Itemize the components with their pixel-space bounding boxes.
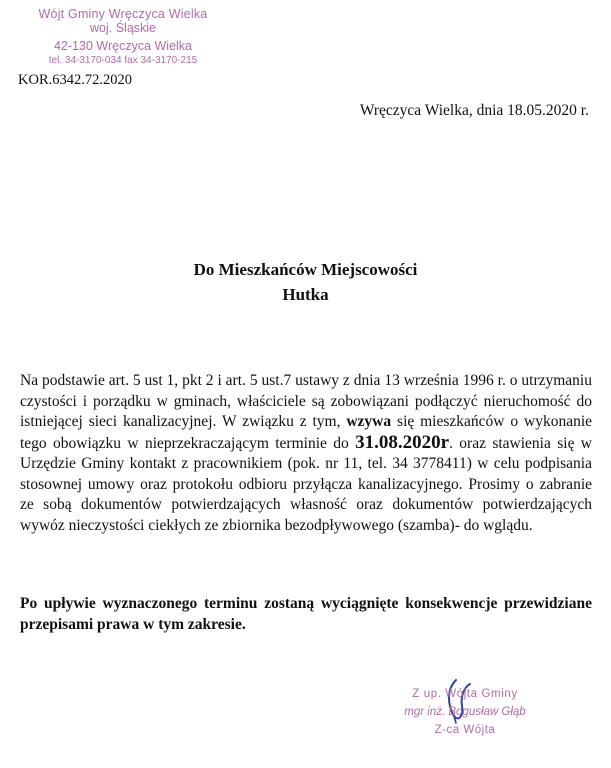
addressee-line-1: Do Mieszkańców Miejscowości: [193, 260, 418, 279]
stamp-voivodeship: woj. Śląskie: [90, 20, 156, 35]
letter-body: [20, 371, 592, 536]
signature-authority: Z up. Wójta Gminy: [412, 688, 518, 700]
signatory-title: Z-ca Wójta: [434, 723, 496, 736]
body-part-3: . oraz stawienia się w Urzędzie Gminy kontakt z pracownikiem (pok. nr 11, tel. 34 3778411) w celu podpisania stosownej umowy oraz protokołu odbioru przyłącza kanalizacyjnego. Prosimy o zabranie ze sobą dokumentów potwierdzających własność oraz dokumentów potwierdzających wywóz nieczystości ciekłych ze zbiornika bezodpływowego (szamba)- do wglądu.: [20, 434, 592, 534]
body-part-1: Na podstawie art. 5 ust 1, pkt 2 i art. 5 ust.7 ustawy z dnia 13 września 1996 r. o utrzymaniu czystości i porządku w gminach, właściciele są zobowiązani podłączyć nieruchomość do istniejącej sieci kanalizacyjnej. W związku z tym,: [20, 372, 592, 430]
signature-stamp: [385, 686, 545, 739]
body-keyword: wzywa: [346, 413, 392, 430]
addressee-line-2: Hutka: [282, 284, 329, 304]
addressee: [0, 258, 611, 307]
deadline-date: 31.08.2020r: [355, 431, 450, 453]
signatory-name: mgr inż. Bogusław Głąb: [404, 705, 526, 718]
stamp-address: 42-130 Wręczyca Wielka: [53, 38, 192, 53]
stamp-office-name: Wójt Gminy Wręczyca Wielka: [38, 7, 208, 21]
consequence-notice: Po upływie wyznaczonego terminu zostaną wyciągnięte konsekwencje przewidziane przepisami prawa w tym zakresie.: [20, 595, 592, 633]
body-part-2: się mieszkańców o wykonanie tego obowiązku w nieprzekraczającym terminie do: [20, 413, 593, 452]
place-and-date: Wręczyca Wielka, dnia 18.05.2020 r.: [359, 102, 589, 119]
stamp-phones: tel. 34-3170-034 fax 34-3170-215: [48, 55, 198, 67]
reference-number: KOR.6342.72.2020: [18, 72, 132, 88]
office-stamp: [28, 8, 218, 66]
